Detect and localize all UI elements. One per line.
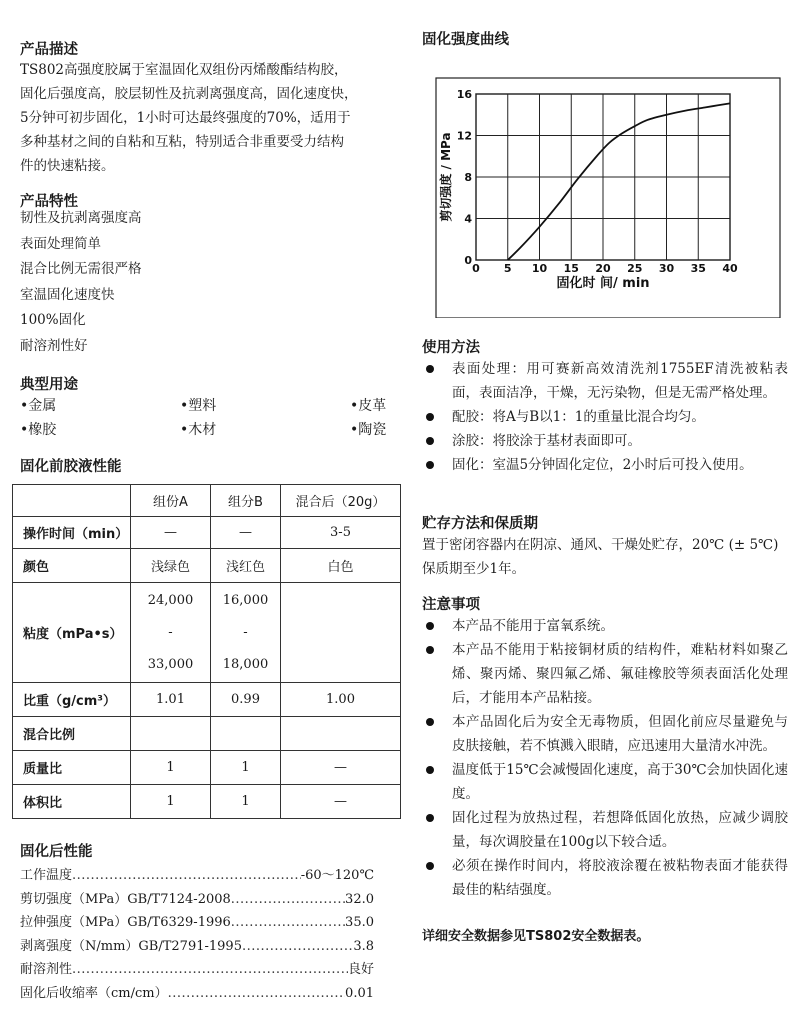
storage-heading: 贮存方法和保质期: [422, 516, 538, 532]
use-item: •皮革: [350, 398, 387, 414]
x-tick-label: 35: [690, 262, 706, 275]
cured-properties-list: [20, 864, 374, 1005]
list-item: 温度低于15℃会减慢固化速度，高于30℃会加快固化速度。: [426, 758, 788, 806]
uses-heading: 典型用途: [20, 377, 78, 393]
spec-value: 良好: [347, 962, 374, 977]
x-tick-label: 5: [503, 262, 512, 275]
feature-item: 韧性及抗剥离强度高: [20, 210, 142, 226]
use-item: •金属: [20, 398, 57, 414]
cell: [131, 583, 211, 683]
description-line: 5分钟可初步固化，1小时可达最终强度的70%，适用于: [20, 110, 351, 126]
cell: —: [131, 517, 211, 549]
row-label: 质量比: [13, 751, 131, 785]
spec-label: 固化后收缩率（cm/cm）: [20, 985, 168, 1001]
description-line: 固化后强度高，胶层韧性及抗剥离强度高，固化速度快，: [20, 86, 358, 102]
notes-list: [426, 614, 788, 902]
y-tick-label: 16: [456, 88, 472, 101]
y-tick-label: 8: [464, 171, 472, 184]
row-label: 粘度（mPa•s）: [13, 583, 131, 683]
x-tick-label: 30: [658, 262, 675, 275]
x-tick-label: 25: [627, 262, 643, 275]
storage-line: 保质期至少1年。: [422, 561, 526, 577]
row-label: 操作时间（min）: [13, 517, 131, 549]
list-item: 表面处理：用可赛新高效清洗剂1755EF清洗被粘表面，表面洁净，干燥，无污染物，但是无需严格处理。: [426, 357, 788, 405]
chart-grid: [476, 94, 730, 260]
chart-heading: 固化强度曲线: [422, 32, 509, 48]
list-item: 本产品固化后为安全无毒物质，但固化前应尽量避免与皮肤接触，若不慎溅入眼睛，应迅速用大量清水冲洗。: [426, 710, 788, 758]
table-header-row: [13, 485, 401, 517]
list-item: 配胶：将A与B以1：1的重量比混合均匀。: [426, 405, 788, 429]
feature-item: 耐溶剂性好: [20, 337, 88, 354]
spec-row: [20, 864, 374, 888]
description-line: 件的快速粘接。: [20, 158, 115, 174]
notes-heading: 注意事项: [422, 597, 480, 613]
description-text: [20, 58, 358, 178]
cell: 0.99: [211, 683, 281, 717]
cell: 浅绿色: [131, 549, 211, 583]
y-tick-label: 0: [464, 254, 472, 267]
description-heading: 产品描述: [20, 42, 78, 58]
row-label: 比重（g/cm³）: [13, 683, 131, 717]
y-axis-label: 剪切强度 / MPa: [439, 132, 453, 222]
spec-label: 拉伸强度（MPa）GB/T6329-1996: [20, 915, 231, 930]
spec-row: [20, 911, 374, 935]
storage-line: 置于密闭容器内在阴凉、通风、干燥处贮存，20℃ (± 5℃): [422, 537, 779, 553]
chart-tick-labels: [457, 88, 738, 275]
usage-list: [426, 357, 788, 477]
cured-heading: 固化后性能: [20, 844, 93, 860]
cell: 1: [131, 785, 211, 819]
use-item: •塑料: [180, 398, 217, 414]
x-tick-label: 0: [472, 262, 480, 275]
x-tick-label: 20: [595, 262, 611, 275]
spec-row: [20, 958, 374, 982]
cell: 1: [211, 785, 281, 819]
uses-grid: [20, 394, 390, 442]
table-header-cell: [13, 485, 131, 517]
x-tick-label: 40: [722, 262, 738, 275]
feature-item: 混合比例无需很严格: [20, 261, 142, 278]
row-label: 混合比例: [13, 717, 131, 751]
cure-strength-chart: [420, 58, 800, 318]
cell: [131, 717, 211, 751]
y-tick-label: 12: [456, 129, 472, 143]
x-tick-label: 10: [531, 262, 548, 275]
spec-label: 剪切强度（MPa）GB/T7124-2008: [20, 891, 231, 907]
table-header-cell: 混合后（20g）: [281, 485, 401, 517]
cell: [281, 717, 401, 751]
x-tick-label: 15: [563, 262, 579, 275]
spec-value: -60～120℃: [300, 868, 374, 883]
features-heading: 产品特性: [20, 194, 78, 210]
use-item: •陶瓷: [350, 422, 387, 438]
series-line: [508, 103, 730, 260]
table-row: [13, 785, 401, 819]
cell: [281, 583, 401, 683]
table-row: [13, 549, 401, 583]
liquid-properties-table: [12, 484, 401, 819]
spec-value: 3.8: [353, 938, 374, 954]
use-item: •木材: [180, 422, 217, 438]
list-item: 本产品不能用于粘接铜材质的结构件，难粘材料如聚乙烯、聚丙烯、聚四氟乙烯、氟硅橡胶等须表面活化处理后，才能用本产品粘接。: [426, 638, 788, 710]
table-row: [13, 583, 401, 683]
features-list: [20, 206, 142, 360]
cell: 浅红色: [211, 549, 281, 583]
description-line: 多种基材之间的自粘和互粘，特别适合非重要受力结构: [20, 134, 344, 150]
cell: [211, 583, 281, 683]
list-item: 固化过程为放热过程，若想降低固化放热，应减少调胶量，每次调胶量在100g以下较合适。: [426, 806, 788, 854]
row-label: 颜色: [13, 549, 131, 583]
cell: [211, 717, 281, 751]
storage-text: [422, 533, 778, 581]
spec-row: [20, 935, 374, 959]
usage-heading: 使用方法: [422, 340, 480, 356]
table-row: [13, 683, 401, 717]
cell: 白色: [281, 549, 401, 583]
spec-value: 0.01: [345, 985, 374, 1001]
row-label: 体积比: [13, 785, 131, 819]
cell: 3-5: [281, 517, 401, 549]
feature-item: 室温固化速度快: [20, 286, 115, 303]
spec-row: [20, 982, 374, 1006]
list-item: 必须在操作时间内，将胶液涂覆在被粘物表面才能获得最佳的粘结强度。: [426, 854, 788, 902]
list-item: 固化：室温5分钟固化定位，2小时后可投入使用。: [426, 453, 788, 477]
spec-row: [20, 888, 374, 912]
viscosity-max: 33,000: [147, 656, 194, 672]
spec-value: 32.0: [345, 891, 374, 907]
cell: 1: [131, 751, 211, 785]
y-tick-label: 4: [464, 212, 472, 226]
feature-item: 100%固化: [20, 312, 86, 329]
table-row: [13, 751, 401, 785]
table-header-cell: 组份A: [131, 485, 211, 517]
viscosity-min: 16,000: [222, 592, 269, 608]
table-row: [13, 517, 401, 549]
list-item: 本产品不能用于富氧系统。: [426, 614, 788, 638]
description-line: TS802高强度胶属于室温固化双组份丙烯酸酯结构胶，: [20, 62, 348, 78]
safety-footer: 详细安全数据参见TS802安全数据表。: [422, 929, 650, 944]
viscosity-max: 18,000: [222, 656, 269, 672]
viscosity-min: 24,000: [147, 592, 194, 608]
use-item: •橡胶: [20, 422, 57, 438]
feature-item: 表面处理简单: [20, 235, 101, 252]
spec-label: 工作温度: [20, 868, 73, 883]
spec-value: 35.0: [345, 915, 374, 930]
table-header-cell: 组分B: [211, 485, 281, 517]
spec-label: 剥离强度（N/mm）GB/T2791-1995: [20, 938, 242, 954]
liquid-heading: 固化前胶液性能: [20, 459, 122, 475]
cell: —: [211, 517, 281, 549]
cell: 1.01: [131, 683, 211, 717]
viscosity-sep: -: [168, 624, 173, 640]
spec-label: 耐溶剂性: [20, 962, 73, 977]
cell: —: [281, 785, 401, 819]
viscosity-sep: -: [243, 624, 248, 640]
table-row: [13, 717, 401, 751]
cell: 1.00: [281, 683, 401, 717]
cell: 1: [211, 751, 281, 785]
cell: —: [281, 751, 401, 785]
list-item: 涂胶：将胶涂于基材表面即可。: [426, 429, 788, 453]
x-axis-label: 固化时 间/ min: [556, 276, 650, 291]
